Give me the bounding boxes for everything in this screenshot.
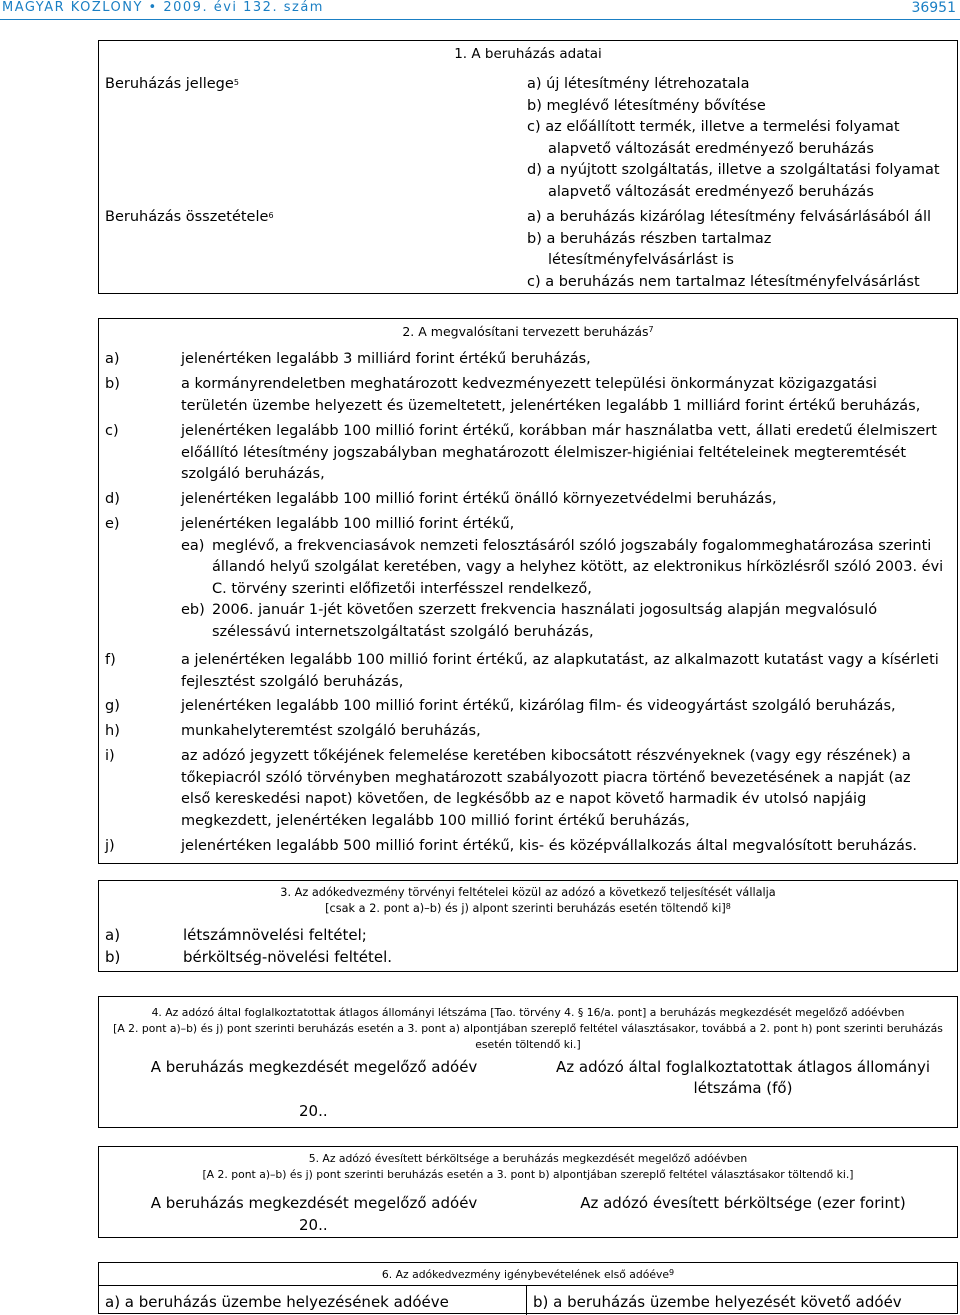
- osszetetele-option-b: b) a beruházás részben tartalmaz: [527, 230, 772, 247]
- osszetetele-option-a: a) a beruházás kizárólag létesítmény felvásárlásából áll: [527, 209, 932, 225]
- page-number: 36951: [911, 0, 956, 16]
- section-6-title: 6. Az adókedvezmény igénybevételének első adóéve$^9$: [381, 1268, 675, 1281]
- tax-year-value: 20..: [299, 1102, 328, 1120]
- condition-a-key: a): [105, 926, 121, 944]
- jellege-option-c: c) az előállított termék, illetve a termelési folyamat: [527, 119, 900, 135]
- condition-a-text: létszámnövelési feltétel;: [183, 926, 367, 944]
- sub-item-ea: ea) meglévő, a frekvenciasávok nemzeti felosztásáról szóló jogszabály fogalommeghatározása szerinti állandó helyű szolgálat keretében, vagy a helyhez kötött, az elektronikus hírközlésről szóló 2003. évi C. törvény szerinti előfizetői interfésszel rendelkező,: [181, 537, 944, 597]
- col-header-tax-year: A beruházás megkezdését megelőző adóév: [150, 1058, 478, 1076]
- header-rule: [0, 19, 960, 20]
- page-header: [0, 0, 960, 20]
- condition-b-text: bérköltség-növelési feltétel.: [183, 948, 393, 966]
- col-header-wage-cost: Az adózó évesített bérköltsége (ezer forint): [580, 1194, 906, 1212]
- osszetetele-option-c: c) a beruházás nem tartalmaz létesítményfelvásárlást: [527, 273, 920, 290]
- jellege-option-b: b) meglévő létesítmény bővítése: [527, 97, 766, 114]
- option-b-cell: [527, 1285, 957, 1315]
- sub-item-eb: eb) 2006. január 1-jét követően szerzett frekvencia használati jogosultság alapján megvalósuló szélessávú internetszolgáltatást szolgáló beruházás,: [181, 602, 878, 640]
- jellege-options: [527, 74, 940, 203]
- col-header-tax-year: A beruházás megkezdését megelőző adóév: [150, 1194, 478, 1212]
- section-5-title: 5. Az adózó évesített bérköltsége a beruházás megkezdését megelőző adóévben [A 2. pont a)–b) és j) pont szerinti beruházás esetén a 3. pont b) alpontjában szereplő feltétel választásakor töltendő ki.]: [202, 1152, 854, 1181]
- jellege-option-d: d) a nyújtott szolgáltatás, illetve a szolgáltatási folyamat: [527, 162, 940, 178]
- section-3-conditions: [98, 880, 958, 972]
- jellege-option-c-cont: alapvető változását eredményező beruházás: [548, 140, 874, 157]
- jellege-option-d-cont: alapvető változását eredményező beruházás: [548, 183, 874, 200]
- condition-b-key: b): [105, 948, 121, 966]
- section-1-investment-data: [98, 40, 958, 294]
- section-2-title: 2. A megvalósítani tervezett beruházás$^7$: [402, 324, 654, 339]
- tax-year-value: 20..: [299, 1216, 328, 1234]
- osszetetele-option-b-cont: létesítményfelvásárlást is: [548, 252, 734, 268]
- jellege-option-a: a) új létesítmény létrehozatala: [527, 76, 750, 92]
- osszetetele-options: [527, 207, 931, 293]
- col-header-headcount: Az adózó által foglalkoztatottak átlagos állományi létszáma (fő): [555, 1058, 930, 1097]
- section-4-headcount: [98, 996, 958, 1128]
- option-a-text: a) a beruházás üzembe helyezésének adóéve: [105, 1293, 449, 1311]
- section-1-title: 1. A beruházás adatai: [454, 46, 602, 62]
- section-6-first-tax-year: [98, 1262, 958, 1314]
- option-b-text: b) a beruházás üzembe helyezését követő adóév: [533, 1293, 902, 1311]
- journal-title: MAGYAR KÖZLÖNY • 2009. évi 132. szám: [2, 0, 324, 15]
- section-5-wage-cost: [98, 1146, 958, 1238]
- option-a-cell: [99, 1285, 527, 1315]
- jellege-label: Beruházás jellege$^5$: [105, 76, 239, 92]
- osszetetele-label: Beruházás összetétele$^6$: [105, 209, 274, 225]
- section-3-title: 3. Az adókedvezmény törvényi feltételei közül az adózó a következő teljesítését vállalja [csak a 2. pont a)–b) és j) alpont szerinti beruházás esetén töltendő ki]$^8$: [280, 886, 776, 915]
- section-2-planned-investment: 2. A megvalósítani tervezett beruházás$^7$ a) jelenértéken legalább 3 milliárd forint értékű beruházás, b) a kormányrendeletben meghatározott kedvezményezett települési önkormányzat közigazgatási területén üzembe helyezett és üzemeltetett, jelenértéken legalább 1 milliárd forint értékű beruházás, c) jelenértéken legalább 100 millió forint értékű, korábban már használatba vett, állati eredetű élelmiszert előállító létesítmény jogszabályban meghatározott élelmiszer-higiéniai feltételeinek megteremtését szolgáló beruházás, d) jelenértéken legalább 100 millió forint értékű önálló környezetvédelmi beruházás, e) jelenértéken legalább 100 millió forint értékű, ea) meglévő, a frekvenciasávok nemzeti felosztásáról szóló jogszabály fogalommeghatározása szerinti állandó helyű szolgálat keretében, vagy a helyhez kötött, az elektronikus hírközlésről szóló 2003. évi C. törvény szerinti előfizetői interfésszel rendelkező, eb) 2006. január 1-jét követően szerzett frekvencia használati jogosultság alapján megvalósuló szélessávú internetszolgáltatást szolgáló beruházás, f) a jelenértéken legalább 100 millió forint értékű, az alapkutatást, az alkalmazott kutatást vagy a kísérleti fejlesztést szolgáló beruházás, g) jelenértéken legalább 100 millió forint értékű, kizárólag film- és videogyártást szolgáló beruházás, h) munkahelyteremtést szolgáló beruházás, i) az adózó jegyzett tőkéjének felemelése keretében kibocsátott részvényeknek (vagy egy részének) a tőkepiacról szóló törvényben meghatározott szabályozott piacra történő bevezetésének a napját (az első kereskedési napot) követően, de legkésőbb az e napot követő harmadik év utolsó napjáig megkezdett, jelenértéken legalább 100 millió forint értékű beruházás, j) jelenértéken legalább 500 millió forint értékű, kis- és középvállalkozás által megvalósított beruházás.: [98, 318, 958, 864]
- section-4-title: 4. Az adózó által foglalkoztatottak átlagos állományi létszáma [Tao. törvény 4. § 16/a. pont] a beruházás megkezdését megelőző adóévben [A 2. pont a)–b) és j) pont szerinti beruházás esetén a 3. pont a) alpontjában szereplő feltétel választásakor, továbbá a 2. pont h) pont szerinti beruházás esetén töltendő ki.]: [113, 1006, 943, 1051]
